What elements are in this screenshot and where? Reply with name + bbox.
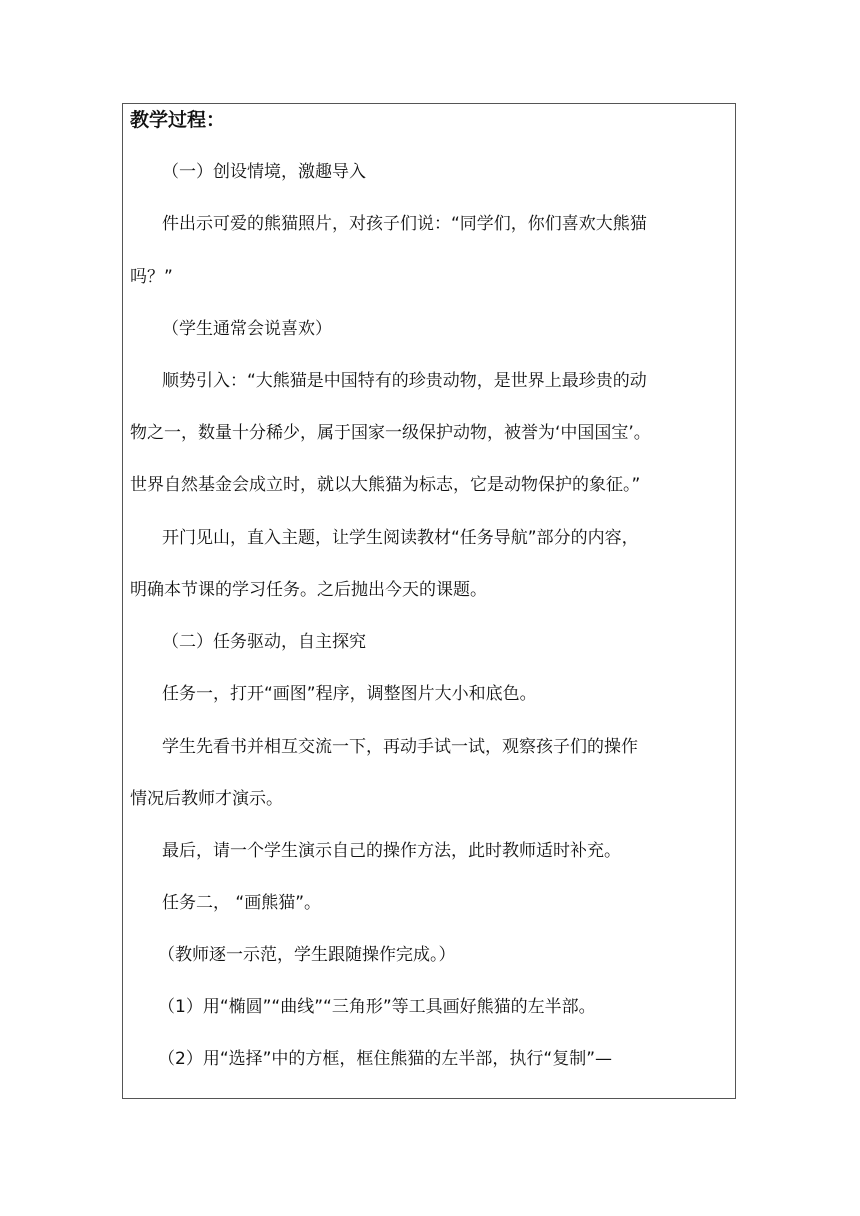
paragraph: （1）用“椭圆”“曲线”“三角形”等工具画好熊猫的左半部。 <box>158 997 596 1017</box>
subheading-one: （一）创设情境，激趣导入 <box>162 162 366 182</box>
paragraph: 物之一，数量十分稀少，属于国家一级保护动物，被誉为‘中国国宝’。 <box>130 423 651 443</box>
paragraph: 开门见山，直入主题，让学生阅读教材“任务导航”部分的内容， <box>162 528 639 548</box>
paragraph: 明确本节课的学习任务。之后抛出今天的课题。 <box>130 580 487 600</box>
paragraph: 顺势引入：“大熊猫是中国特有的珍贵动物，是世界上最珍贵的动 <box>162 371 647 391</box>
paragraph: 最后，请一个学生演示自己的操作方法，此时教师适时补充。 <box>162 841 621 861</box>
paragraph: 件出示可爱的熊猫照片，对孩子们说：“同学们，你们喜欢大熊猫 <box>162 214 647 234</box>
paragraph: （2）用“选择”中的方框，框住熊猫的左半部，执行“复制”— <box>158 1049 613 1069</box>
paragraph: 学生先看书并相互交流一下，再动手试一试，观察孩子们的操作 <box>162 737 638 757</box>
paragraph: 情况后教师才演示。 <box>130 789 283 809</box>
lesson-content-box <box>122 103 736 1099</box>
subheading-two: （二）任务驱动，自主探究 <box>162 632 366 652</box>
paragraph: （学生通常会说喜欢） <box>162 319 332 339</box>
paragraph: 任务一，打开“画图”程序，调整图片大小和底色。 <box>162 684 537 704</box>
paragraph: 任务二， “画熊猫”。 <box>162 893 322 913</box>
paragraph: （教师逐一示范，学生跟随操作完成。） <box>158 945 456 965</box>
paragraph: 世界自然基金会成立时，就以大熊猫为标志，它是动物保护的象征。” <box>130 475 641 495</box>
section-heading: 教学过程： <box>130 109 226 131</box>
paragraph: 吗？” <box>130 267 173 287</box>
